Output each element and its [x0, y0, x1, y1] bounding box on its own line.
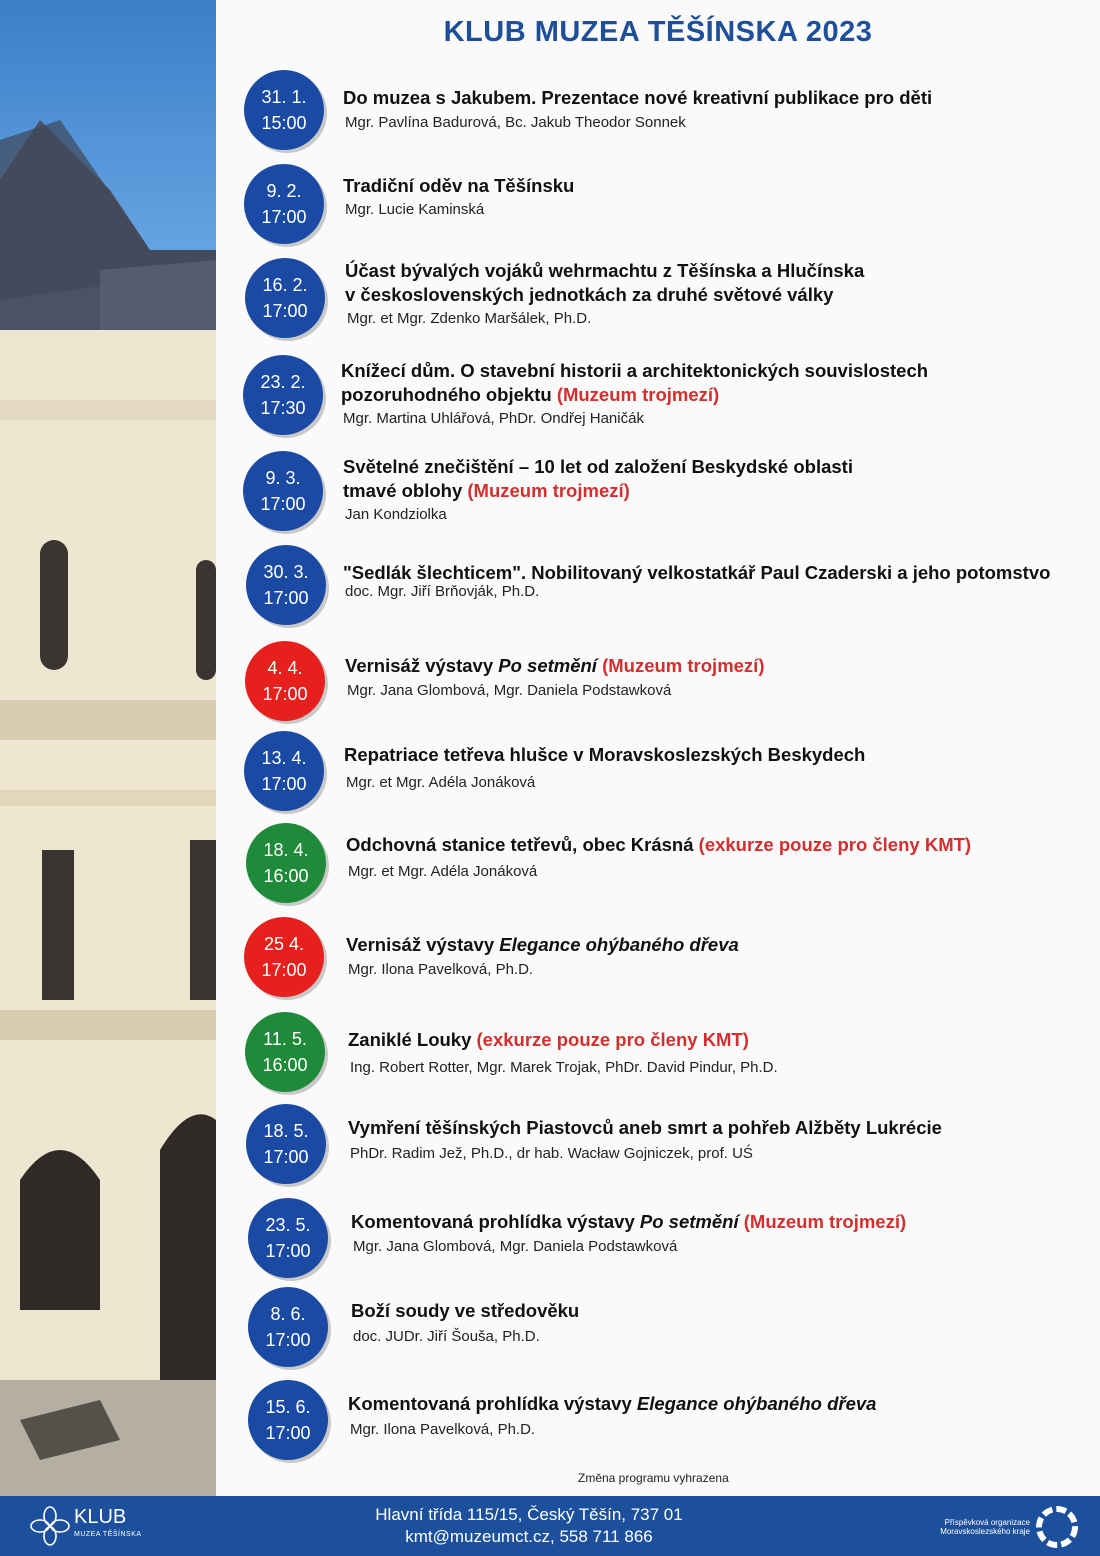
club-logo-name: KLUB — [74, 1506, 127, 1528]
event-title — [345, 259, 864, 307]
event-date: 18. 4. — [263, 840, 309, 860]
event-speaker: Ing. Robert Rotter, Mgr. Marek Trojak, PhDr. David Pindur, Ph.D. — [350, 1059, 778, 1076]
event-title-text: "Sedlák šlechticem". Nobilitovaný velkostatkář Paul Czaderski a jeho potomstvo — [343, 562, 1051, 583]
event-title-text: Světelné znečištění – 10 let od založení Beskydské oblasti — [343, 456, 853, 477]
event-date-badge — [246, 823, 326, 903]
event-speaker: Mgr. et Mgr. Adéla Jonáková — [348, 863, 538, 880]
event-date: 11. 5. — [263, 1029, 307, 1049]
event-title-line — [341, 359, 928, 383]
event-title — [351, 1299, 579, 1323]
event-title-line — [343, 86, 932, 110]
event-title-exhibition: Po setmění — [639, 1211, 739, 1232]
event-title-line — [341, 383, 928, 407]
event-time: 17:00 — [265, 1241, 311, 1261]
event-title-note: (Muzeum trojmezí) — [738, 1211, 907, 1232]
event-title-line — [345, 283, 864, 307]
building-photo — [0, 0, 216, 1496]
event-date: 9. 3. — [265, 468, 301, 488]
event-speaker: Mgr. Ilona Pavelková, Ph.D. — [350, 1421, 536, 1438]
event-title-line — [344, 743, 865, 767]
event-speaker: Mgr. Jana Glombová, Mgr. Daniela Podstawková — [353, 1238, 678, 1255]
event-title-text: Vernisáž výstavy — [346, 934, 500, 955]
event-title-text: Vernisáž výstavy — [345, 655, 499, 676]
event-title — [348, 1116, 942, 1140]
event-title-line — [343, 561, 1050, 585]
event-date-badge — [243, 451, 323, 531]
event-title-line — [346, 933, 739, 957]
event-time: 16:00 — [262, 1055, 308, 1075]
event-title — [345, 654, 764, 678]
event-title-note: (exkurze pouze pro členy KMT) — [698, 834, 972, 855]
event-date-badge — [244, 731, 324, 811]
event-date: 30. 3. — [263, 562, 309, 582]
event-title-text: Repatriace tetřeva hlušce v Moravskoslezských Beskydech — [344, 744, 866, 765]
footer — [0, 1496, 1100, 1556]
page-title: KLUB MUZEA TĚŠÍNSKA 2023 — [443, 16, 873, 48]
event-date: 16. 2. — [262, 275, 308, 295]
event-title-line — [348, 1028, 749, 1052]
event-time: 17:00 — [260, 494, 306, 514]
event-date: 9. 2. — [266, 181, 302, 201]
event-title — [341, 359, 928, 407]
event-date: 13. 4. — [261, 748, 307, 768]
event-time: 17:00 — [265, 1423, 311, 1443]
event-title — [344, 743, 865, 767]
club-logo-sub: MUZEA TĚŠÍNSKA — [74, 1531, 142, 1538]
event-date-badge — [243, 355, 323, 435]
event-title-line — [345, 259, 864, 283]
event-title-text: Vymření těšínských Piastovců aneb smrt a pohřeb Alžběty Lukrécie — [348, 1117, 942, 1138]
event-speaker: PhDr. Radim Jež, Ph.D., dr hab. Wacław Gojniczek, prof. UŚ — [350, 1145, 753, 1162]
event-date-badge — [245, 1012, 325, 1092]
event-title-note: (exkurze pouze pro členy KMT) — [476, 1029, 749, 1050]
event-date-badge — [246, 545, 326, 625]
event-title — [343, 455, 853, 503]
event-date-badge — [244, 917, 324, 997]
event-title — [343, 561, 1050, 585]
event-time: 15:00 — [261, 113, 307, 133]
event-date: 8. 6. — [270, 1304, 306, 1324]
event-title — [343, 174, 574, 198]
event-time: 17:00 — [262, 684, 308, 704]
event-date: 4. 4. — [267, 658, 303, 678]
event-speaker: Jan Kondziolka — [345, 506, 447, 523]
event-time: 17:00 — [261, 960, 307, 980]
event-speaker: Mgr. Jana Glombová, Mgr. Daniela Podstawková — [347, 682, 672, 699]
event-title-line — [348, 1392, 876, 1416]
event-title-text: Komentovaná prohlídka výstavy — [351, 1211, 640, 1232]
event-time: 17:00 — [263, 1147, 309, 1167]
event-title-text: Boží soudy ve středověku — [351, 1300, 580, 1321]
event-date-badge — [248, 1287, 328, 1367]
event-time: 17:00 — [261, 207, 307, 227]
footer-contact: kmt@muzeumct.cz, 558 711 866 — [405, 1527, 653, 1546]
event-time: 16:00 — [263, 866, 309, 886]
event-title-text: pozoruhodného objektu — [341, 384, 557, 405]
event-date: 31. 1. — [261, 87, 307, 107]
event-title — [348, 1392, 876, 1416]
event-time: 17:00 — [261, 774, 307, 794]
event-date: 23. 2. — [260, 372, 306, 392]
event-time: 17:30 — [260, 398, 306, 418]
event-time: 17:00 — [262, 301, 308, 321]
event-title-line — [348, 1116, 942, 1140]
disclaimer: Změna programu vyhrazena — [578, 1471, 729, 1485]
event-date-badge — [244, 164, 324, 244]
event-date: 23. 5. — [265, 1215, 311, 1235]
event-date: 15. 6. — [265, 1397, 311, 1417]
event-title-line — [345, 654, 764, 678]
event-speaker: Mgr. Pavlína Badurová, Bc. Jakub Theodor Sonnek — [345, 114, 686, 131]
event-time: 17:00 — [265, 1330, 311, 1350]
region-logo-line1: Příspěvková organizace — [944, 1518, 1030, 1527]
event-speaker: Mgr. Lucie Kaminská — [345, 201, 485, 218]
event-title-text: Zaniklé Louky — [348, 1029, 477, 1050]
event-title-text: Odchovná stanice tetřevů, obec Krásná — [346, 834, 699, 855]
event-title-exhibition: Elegance ohýbaného dřeva — [499, 934, 739, 955]
event-date: 18. 5. — [263, 1121, 309, 1141]
event-speaker: doc. JUDr. Jiří Šouša, Ph.D. — [353, 1328, 540, 1345]
event-title-text: Do muzea s Jakubem. Prezentace nové kreativní publikace pro děti — [343, 87, 933, 108]
event-title — [348, 1028, 749, 1052]
event-speaker: Mgr. Ilona Pavelková, Ph.D. — [348, 961, 534, 978]
event-speaker: doc. Mgr. Jiří Brňovják, Ph.D. — [345, 583, 540, 600]
event-title — [351, 1210, 906, 1234]
event-date-badge — [248, 1198, 328, 1278]
event-title-exhibition: Po setmění — [498, 655, 597, 676]
event-title — [346, 933, 739, 957]
footer-address: Hlavní třída 115/15, Český Těšín, 737 01 — [375, 1505, 683, 1524]
event-date-badge — [245, 641, 325, 721]
event-title — [343, 86, 932, 110]
event-date-badge — [244, 70, 324, 150]
event-title-text: v československých jednotkách za druhé světové války — [345, 284, 834, 305]
event-title-line — [343, 455, 853, 479]
event-title-note: (Muzeum trojmezí) — [596, 655, 765, 676]
event-time: 17:00 — [263, 588, 309, 608]
event-title-note: (Muzeum trojmezí) — [467, 480, 630, 501]
event-title-line — [351, 1299, 579, 1323]
event-date: 25 4. — [263, 934, 305, 954]
region-logo-line2: Moravskoslezského kraje — [940, 1527, 1030, 1536]
event-title-line — [351, 1210, 906, 1234]
event-title-text: tmavé oblohy — [343, 480, 468, 501]
event-date-badge — [245, 258, 325, 338]
event-title-text: Tradiční oděv na Těšínsku — [343, 175, 575, 196]
event-title — [346, 833, 971, 857]
event-title-note: (Muzeum trojmezí) — [556, 384, 720, 405]
event-title-text: Knížecí dům. O stavební historii a architektonických souvislostech — [341, 360, 929, 381]
event-date-badge — [248, 1380, 328, 1460]
event-title-exhibition: Elegance ohýbaného dřeva — [636, 1393, 877, 1414]
event-title-text: Komentovaná prohlídka výstavy — [348, 1393, 637, 1414]
event-date-badge — [246, 1104, 326, 1184]
event-title-text: Účast bývalých vojáků wehrmachtu z Těšínska a Hlučínska — [345, 260, 865, 281]
event-title-line — [343, 174, 574, 198]
event-speaker: Mgr. et Mgr. Adéla Jonáková — [346, 774, 536, 791]
event-title-line — [343, 479, 853, 503]
event-speaker: Mgr. Martina Uhlářová, PhDr. Ondřej Haničák — [343, 410, 644, 427]
region-logo — [940, 1504, 1080, 1550]
event-speaker: Mgr. et Mgr. Zdenko Maršálek, Ph.D. — [347, 310, 592, 327]
region-circle-icon — [1034, 1504, 1080, 1550]
event-title-line — [346, 833, 971, 857]
